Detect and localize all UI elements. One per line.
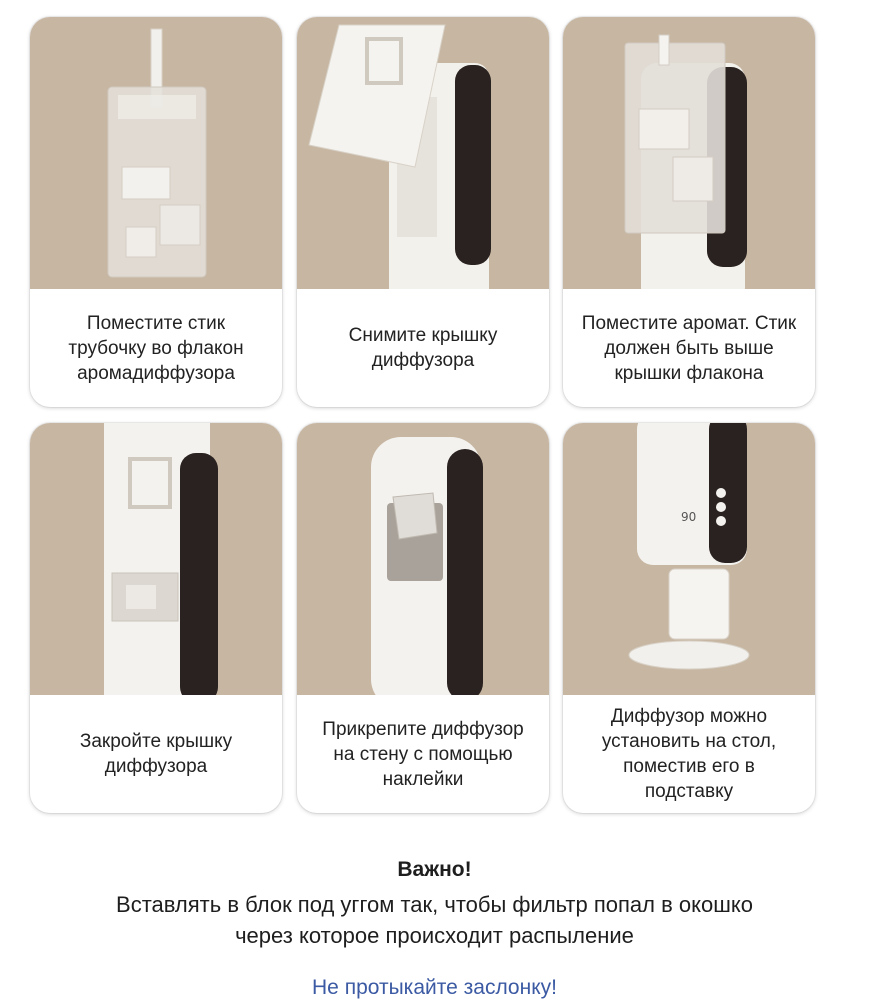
step-2-caption: Снимите крышку диффузора [348,325,498,371]
warning-text: Не протыкайте заслонку! [312,976,557,999]
step-card-3 [563,17,815,407]
wall-sticker-illustration [297,423,549,695]
stick-cartridge-illustration [30,17,282,289]
device-display-reading: 90 [681,510,697,524]
step-4-caption: Закройте крышку диффузора [79,731,233,777]
close-cover-illustration [30,423,282,695]
step-3-caption: Поместите аромат. Стик должен быть выше крышки флакона [581,312,797,384]
step-1-photo [30,17,282,289]
step-1-caption: Поместите стик трубочку во флакон аромадиффузора [68,312,244,384]
step-card-6 [563,423,815,813]
step-card-5 [297,423,549,813]
step-4-photo [30,423,282,695]
important-text: Вставлять в блок под уггом так, чтобы фильтр попал в окошко через которое происходит распыление [116,892,753,948]
step-6-photo [563,423,815,695]
step-5-photo [297,423,549,695]
remove-cover-illustration [297,17,549,289]
step-card-4 [30,423,282,813]
step-2-photo [297,17,549,289]
step-card-1 [30,17,282,407]
table-stand-illustration [563,423,815,695]
insert-cartridge-illustration [563,17,815,289]
important-title: Важно! [397,858,472,881]
step-card-2 [297,17,549,407]
step-6-caption: Диффузор можно установить на стол, поместив его в подставку [601,706,777,802]
step-3-photo [563,17,815,289]
step-5-caption: Прикрепите диффузор на стену с помощью наклейки [322,718,524,790]
